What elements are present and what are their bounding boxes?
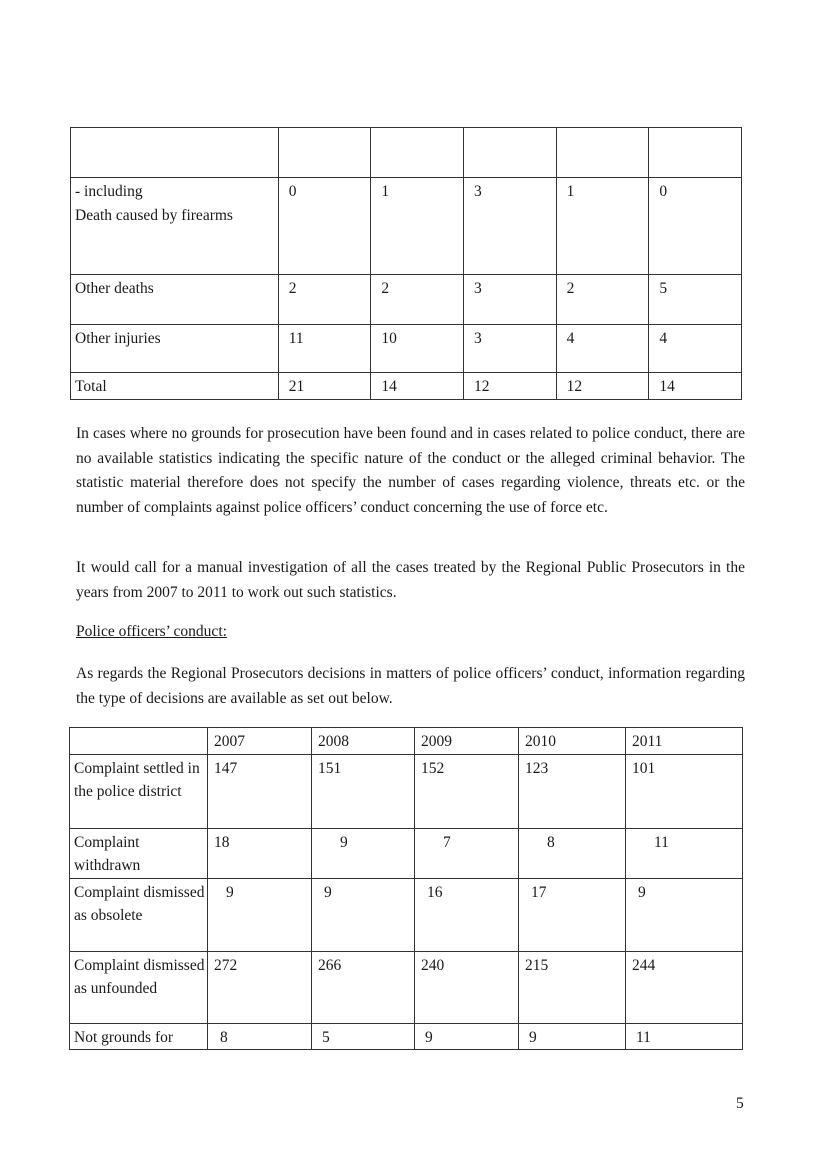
row-label: Complaint settled in the police district: [70, 754, 208, 828]
table-cell: 11: [626, 828, 743, 878]
table-cell: 5: [649, 275, 742, 325]
table-row: [70, 951, 743, 1023]
table-cell: 9: [519, 1023, 626, 1050]
row-label: Complaint dismissed as obsolete: [70, 878, 208, 951]
table-header-row: [70, 728, 743, 755]
paragraph-manual-investigation: It would call for a manual investigation of all the cases treated by the Regional Public Prosecutors in the years from 2007 to 2011 to work out such statistics.: [76, 559, 745, 601]
table-cell: [649, 128, 742, 178]
table-cell: 9: [312, 878, 415, 951]
complaint-decisions-table: [69, 727, 743, 1050]
label-line-2: Death caused by firearms: [75, 206, 233, 224]
table-row: [71, 275, 742, 325]
row-label: Total: [71, 373, 279, 400]
table-cell: 9: [415, 1023, 519, 1050]
table-cell: 17: [519, 878, 626, 951]
page-number: 5: [736, 1095, 744, 1112]
row-label: Complaint dismissed as unfounded: [70, 951, 208, 1023]
table-cell: 2: [556, 275, 649, 325]
table-cell: 215: [519, 951, 626, 1023]
row-label: [71, 178, 279, 275]
table-row: [71, 128, 742, 178]
table-cell: 3: [464, 275, 557, 325]
paragraph-statistics-note: In cases where no grounds for prosecution have been found and in cases related to police conduct, there are no available statistics indicating the specific nature of the conduct or the alleged criminal behavior. The statistic material therefore does not specify the number of cases regarding violence, threats etc. or the number of complaints against police officers’ conduct concerning the use of force etc.: [76, 425, 745, 516]
paragraph-decisions-intro: As regards the Regional Prosecutors decisions in matters of police officers’ conduct, information regarding the type of decisions are available as set out below.: [76, 665, 745, 707]
table-cell: 8: [519, 828, 626, 878]
header-cell: 2011: [626, 728, 743, 755]
table-row: [70, 828, 743, 878]
table-cell: 4: [556, 325, 649, 373]
table-cell: 3: [464, 325, 557, 373]
table-cell: 18: [208, 828, 312, 878]
table-cell: 3: [464, 178, 557, 275]
table-cell: 21: [278, 373, 371, 400]
table-cell: 16: [415, 878, 519, 951]
table-cell: [371, 128, 464, 178]
header-cell: 2007: [208, 728, 312, 755]
table-cell: [278, 128, 371, 178]
section-heading: Police officers’ conduct:: [76, 623, 227, 640]
table-cell: 123: [519, 754, 626, 828]
table-cell: 2: [278, 275, 371, 325]
table-cell: 5: [312, 1023, 415, 1050]
row-label: Other injuries: [71, 325, 279, 373]
table-cell: 11: [278, 325, 371, 373]
police-incidents-table: [70, 127, 742, 400]
table-cell: 4: [649, 325, 742, 373]
table-row: [70, 1023, 743, 1050]
table-cell: 8: [208, 1023, 312, 1050]
table-row: [71, 325, 742, 373]
table-cell: 147: [208, 754, 312, 828]
table-cell: 1: [371, 178, 464, 275]
label-line-1: - including: [75, 183, 143, 200]
table-cell: 12: [556, 373, 649, 400]
header-cell: 2010: [519, 728, 626, 755]
table-cell: [464, 128, 557, 178]
table-cell: [556, 128, 649, 178]
table-cell: 11: [626, 1023, 743, 1050]
table-row: [71, 178, 742, 275]
table-cell: 12: [464, 373, 557, 400]
row-label: Not grounds for: [70, 1023, 208, 1050]
table-cell: 7: [415, 828, 519, 878]
table-cell: 9: [312, 828, 415, 878]
table-row: [70, 878, 743, 951]
header-cell: 2008: [312, 728, 415, 755]
table-cell: 10: [371, 325, 464, 373]
table-row: [71, 373, 742, 400]
table-cell: 266: [312, 951, 415, 1023]
table-cell: 240: [415, 951, 519, 1023]
table-cell: 14: [649, 373, 742, 400]
table-row: [70, 754, 743, 828]
header-cell: 2009: [415, 728, 519, 755]
table-cell: 9: [208, 878, 312, 951]
table-cell: 152: [415, 754, 519, 828]
table-cell: 0: [278, 178, 371, 275]
table-cell: 272: [208, 951, 312, 1023]
table-cell: 14: [371, 373, 464, 400]
row-label: Complaint withdrawn: [70, 828, 208, 878]
table-cell: 2: [371, 275, 464, 325]
table-cell: 101: [626, 754, 743, 828]
header-cell: [70, 728, 208, 755]
table-cell: 244: [626, 951, 743, 1023]
row-label: [71, 128, 279, 178]
table-cell: 1: [556, 178, 649, 275]
table-cell: 151: [312, 754, 415, 828]
table-cell: 0: [649, 178, 742, 275]
table-cell: 9: [626, 878, 743, 951]
row-label: Other deaths: [71, 275, 279, 325]
